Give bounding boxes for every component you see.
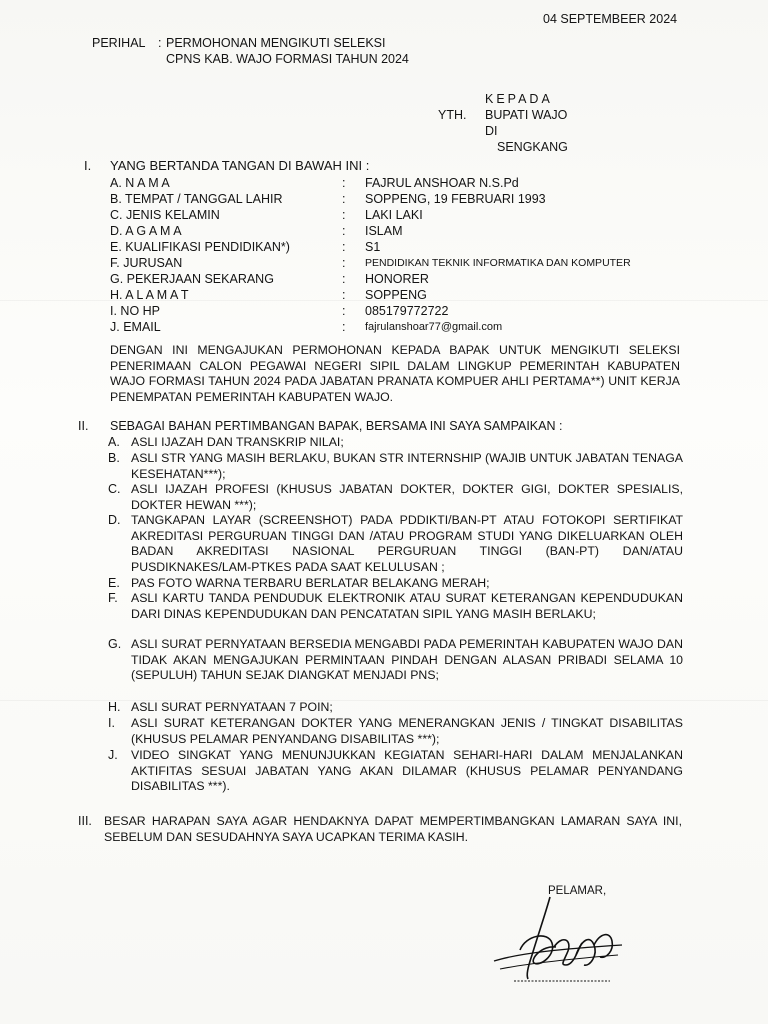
identity-value: HONORER	[365, 272, 429, 286]
yth-label: YTH.	[438, 108, 467, 122]
identity-label: G. PEKERJAAN SEKARANG	[110, 272, 274, 286]
document-item-text: ASLI IJAZAH DAN TRANSKRIP NILAI;	[131, 435, 344, 449]
identity-label: J. EMAIL	[110, 320, 161, 334]
document-item-letter: A.	[108, 435, 120, 449]
identity-colon: :	[342, 320, 346, 334]
identity-colon: :	[342, 208, 346, 222]
document-item-text: PAS FOTO WARNA TERBARU BERLATAR BELAKANG MERAH;	[131, 576, 490, 590]
identity-row	[110, 176, 690, 192]
identity-label: F. JURUSAN	[110, 256, 183, 270]
document-item-text: ASLI SURAT KETERANGAN DOKTER YANG MENERANGKAN JENIS / TINGKAT DISABILITAS (KHUSUS PELAMAR PENYANDANG DISABILITAS ***);	[131, 716, 683, 746]
identity-row	[110, 288, 690, 304]
identity-label: C. JENIS KELAMIN	[110, 208, 220, 222]
identity-label: D. A G A M A	[110, 224, 182, 238]
pelamar-label: PELAMAR,	[548, 885, 607, 897]
identity-row	[110, 240, 690, 256]
identity-label: I. NO HP	[110, 304, 161, 318]
identity-value: FAJRUL ANSHOAR N.S.Pd	[365, 176, 519, 190]
document-item-letter: G.	[108, 637, 122, 651]
section-3-number: III.	[78, 814, 92, 828]
request-paragraph: DENGAN INI MENGAJUKAN PERMOHONAN KEPADA BAPAK UNTUK MENGIKUTI SELEKSI PENERIMAAN CALON PEGAWAI NEGERI SIPIL DALAM LINGKUP PEMERINTAH KABUPATEN WAJO FORMASI TAHUN 2024 PADA JABATAN PRANATA KOMPUER AHLI PERTAMA**) UNIT KERJA PENEMPATAN PEMERINTAH KABUPATEN WAJO.	[110, 343, 680, 404]
document-item-text: ASLI SURAT PERNYATAAN 7 POIN;	[131, 700, 333, 714]
document-item-letter: I.	[108, 716, 115, 730]
identity-value: 085179772722	[365, 304, 449, 318]
document-item-letter: E.	[108, 576, 120, 590]
document-item-text: ASLI SURAT PERNYATAAN BERSEDIA MENGABDI PADA PEMERINTAH KABUPATEN WAJO DAN TIDAK AKAN MENGAJUKAN PERMINTAAN PINDAH DENGAN ALASAN PRIBADI SELAMA 10 (SEPULUH) TAHUN SEJAK DIANGKAT MENJADI PNS;	[131, 637, 683, 682]
perihal-subject-line1: PERMOHONAN MENGIKUTI SELEKSI	[166, 36, 386, 50]
document-item-letter: H.	[108, 700, 121, 714]
perihal-colon: :	[158, 36, 162, 50]
identity-row	[110, 192, 690, 208]
document-item-text: ASLI KARTU TANDA PENDUDUK ELEKTRONIK ATAU SURAT KETERANGAN KEPENDUDUKAN DARI DINAS KEPENDUDUKAN DAN PENCATATAN SIPIL YANG MASIH BERLAKU;	[131, 591, 683, 621]
identity-label: E. KUALIFIKASI PENDIDIKAN*)	[110, 240, 290, 254]
identity-row	[110, 224, 690, 240]
addressee-place: SENGKANG	[497, 140, 568, 154]
identity-colon: :	[342, 288, 346, 302]
addressee-name: BUPATI WAJO	[485, 108, 568, 122]
document-item-text: TANGKAPAN LAYAR (SCREENSHOT) PADA PDDIKTI/BAN-PT ATAU FOTOKOPI SERTIFIKAT AKREDITASI PERGURUAN TINGGI DAN /ATAU PROGRAM STUDI YANG DIKELUARKAN OLEH BADAN AKREDITASI NASIONAL PERGURUAN TINGGI (BAN-PT) DAN/ATAU PUSDIKNAKES/LAM-PTKES PADA SAAT KELULUSAN ;	[131, 513, 683, 574]
identity-label: A. N A M A	[110, 176, 170, 190]
identity-value: LAKI LAKI	[365, 208, 423, 222]
identity-colon: :	[342, 304, 346, 318]
document-item-letter: B.	[108, 451, 120, 465]
closing-paragraph: BESAR HARAPAN SAYA AGAR HENDAKNYA DAPAT MEMPERTIMBANGKAN LAMARAN SAYA INI, SEBELUM DAN SESUDAHNYA SAYA UCAPKAN TERIMA KASIH.	[104, 814, 682, 844]
identity-row	[110, 320, 690, 336]
handwritten-signature	[490, 895, 630, 985]
document-item-text: ASLI IJAZAH PROFESI (KHUSUS JABATAN DOKTER, DOKTER GIGI, DOKTER SPESIALIS, DOKTER HEWAN ***);	[131, 482, 683, 512]
identity-colon: :	[342, 224, 346, 238]
identity-value: ISLAM	[365, 224, 403, 238]
identity-label: H. A L A M A T	[110, 288, 189, 302]
section-1-title: YANG BERTANDA TANGAN DI BAWAH INI :	[110, 158, 370, 173]
identity-row	[110, 304, 690, 320]
document-item-letter: J.	[108, 748, 118, 762]
document-item-letter: C.	[108, 482, 121, 496]
identity-colon: :	[342, 192, 346, 206]
identity-value: S1	[365, 240, 381, 254]
identity-value: fajrulanshoar77@gmail.com	[365, 321, 503, 333]
identity-value: SOPPENG, 19 FEBRUARI 1993	[365, 192, 546, 206]
identity-colon: :	[342, 176, 346, 190]
kepada-label: KEPADA	[485, 92, 553, 106]
identity-row	[110, 256, 690, 272]
identity-colon: :	[342, 256, 346, 270]
perihal-label: PERIHAL	[92, 36, 146, 50]
perihal-subject-line2: CPNS KAB. WAJO FORMASI TAHUN 2024	[166, 52, 409, 66]
document-item-letter: F.	[108, 591, 118, 605]
identity-value: SOPPENG	[365, 288, 427, 302]
section-2-title: SEBAGAI BAHAN PERTIMBANGAN BAPAK, BERSAMA INI SAYA SAMPAIKAN :	[110, 419, 563, 433]
section-2-number: II.	[78, 419, 89, 433]
addressee-di: DI	[485, 124, 498, 138]
section-1-number: I.	[84, 158, 92, 173]
identity-value: PENDIDIKAN TEKNIK INFORMATIKA DAN KOMPUTER	[365, 257, 631, 269]
document-item-text: ASLI STR YANG MASIH BERLAKU, BUKAN STR INTERNSHIP (WAJIB UNTUK JABATAN TENAGA KESEHATAN***);	[131, 451, 683, 481]
identity-colon: :	[342, 272, 346, 286]
document-item-text: VIDEO SINGKAT YANG MENUNJUKKAN KEGIATAN SEHARI-HARI DALAM MENJALANKAN AKTIFITAS SESUAI JABATAN YANG AKAN DILAMAR (KHUSUS PELAMAR PENYANDANG DISABILITAS ***).	[131, 748, 683, 793]
document-item-letter: D.	[108, 513, 121, 527]
letter-date: 04 SEPTEMBEER 2024	[543, 12, 678, 26]
identity-label: B. TEMPAT / TANGGAL LAHIR	[110, 192, 283, 206]
identity-colon: :	[342, 240, 346, 254]
identity-row	[110, 272, 690, 288]
identity-row	[110, 208, 690, 224]
